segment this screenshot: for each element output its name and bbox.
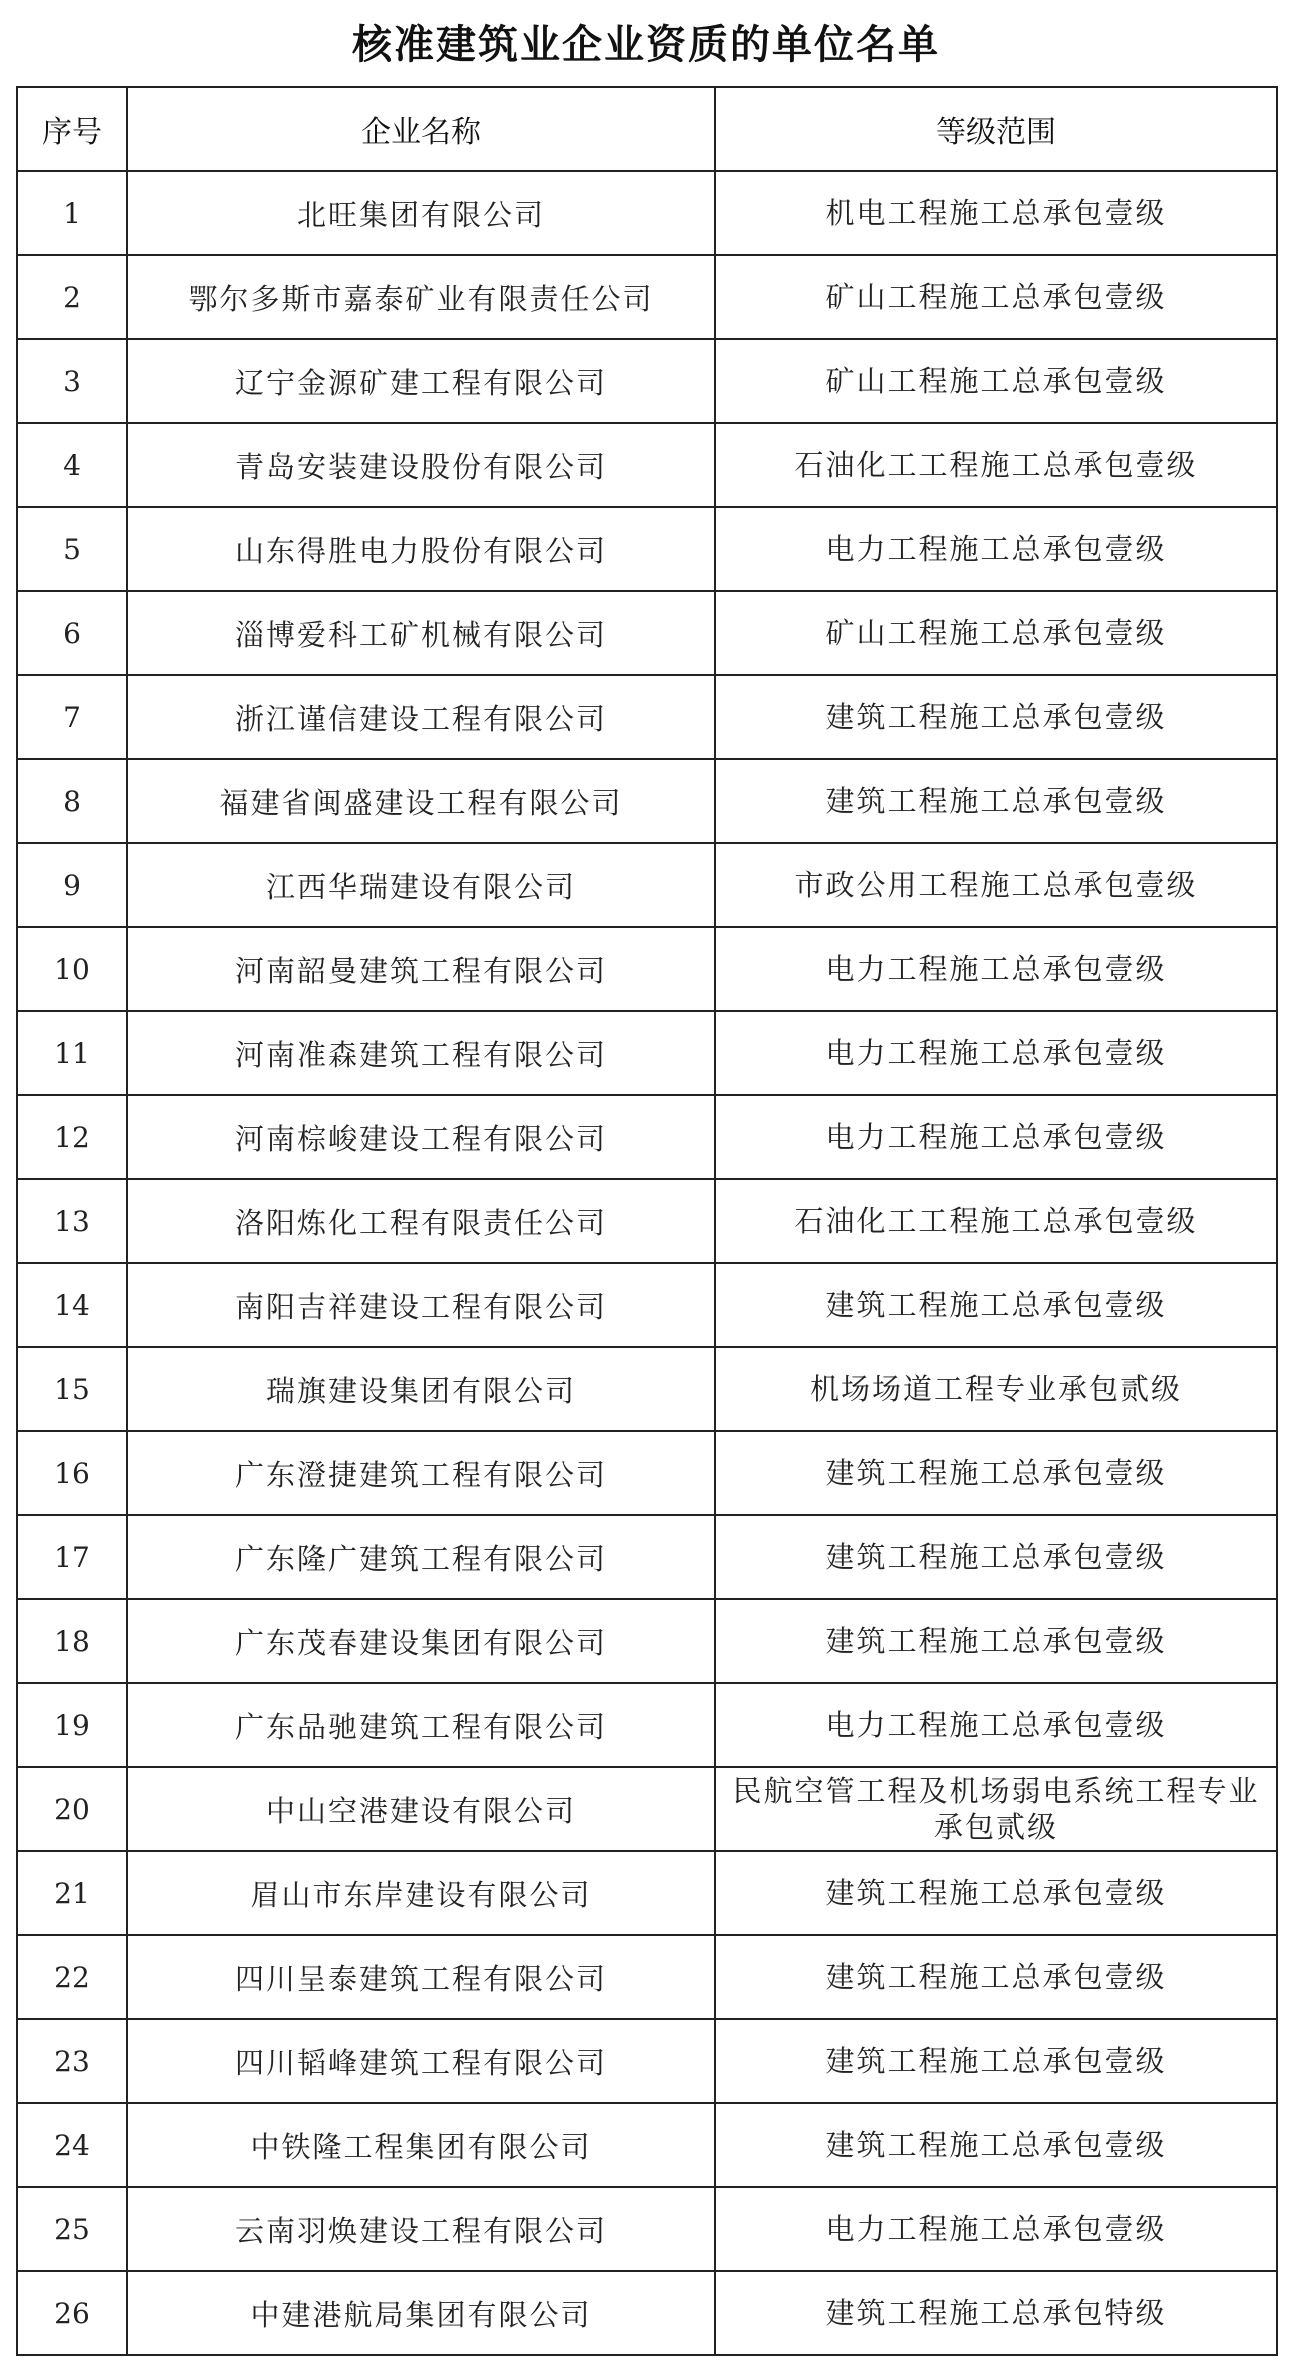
table-row [17, 255, 1277, 339]
table-row [17, 843, 1277, 927]
table-row [17, 1683, 1277, 1767]
qualification-scope: 矿山工程施工总承包壹级 [715, 339, 1277, 423]
table-row [17, 2019, 1277, 2103]
row-number: 9 [17, 843, 127, 927]
qualification-scope: 电力工程施工总承包壹级 [715, 2187, 1277, 2271]
row-number: 8 [17, 759, 127, 843]
row-number: 11 [17, 1011, 127, 1095]
qualification-scope: 建筑工程施工总承包壹级 [715, 1599, 1277, 1683]
row-number: 13 [17, 1179, 127, 1263]
row-number: 1 [17, 171, 127, 255]
company-name: 江西华瑞建设有限公司 [127, 843, 715, 927]
qualification-scope: 建筑工程施工总承包壹级 [715, 1431, 1277, 1515]
row-number: 25 [17, 2187, 127, 2271]
table-body [17, 171, 1277, 2355]
header-number: 序号 [17, 87, 127, 171]
table-row [17, 927, 1277, 1011]
qualification-scope: 建筑工程施工总承包壹级 [715, 1851, 1277, 1935]
company-name: 四川韬峰建筑工程有限公司 [127, 2019, 715, 2103]
row-number: 12 [17, 1095, 127, 1179]
row-number: 15 [17, 1347, 127, 1431]
qualification-scope: 建筑工程施工总承包壹级 [715, 1515, 1277, 1599]
qualification-scope: 机电工程施工总承包壹级 [715, 171, 1277, 255]
table-row [17, 675, 1277, 759]
table-row [17, 2271, 1277, 2355]
row-number: 18 [17, 1599, 127, 1683]
company-name: 中建港航局集团有限公司 [127, 2271, 715, 2355]
table-row [17, 423, 1277, 507]
table-row [17, 1431, 1277, 1515]
table-row [17, 339, 1277, 423]
qualification-scope: 建筑工程施工总承包壹级 [715, 2019, 1277, 2103]
table-row [17, 1347, 1277, 1431]
row-number: 4 [17, 423, 127, 507]
row-number: 14 [17, 1263, 127, 1347]
company-name: 河南棕峻建设工程有限公司 [127, 1095, 715, 1179]
company-name: 北旺集团有限公司 [127, 171, 715, 255]
company-name: 云南羽焕建设工程有限公司 [127, 2187, 715, 2271]
row-number: 7 [17, 675, 127, 759]
qualification-scope: 石油化工工程施工总承包壹级 [715, 423, 1277, 507]
row-number: 10 [17, 927, 127, 1011]
company-name: 洛阳炼化工程有限责任公司 [127, 1179, 715, 1263]
row-number: 20 [17, 1767, 127, 1851]
qualification-scope: 建筑工程施工总承包壹级 [715, 2103, 1277, 2187]
qualification-scope: 电力工程施工总承包壹级 [715, 1095, 1277, 1179]
company-name: 山东得胜电力股份有限公司 [127, 507, 715, 591]
table-row [17, 1599, 1277, 1683]
company-name: 辽宁金源矿建工程有限公司 [127, 339, 715, 423]
row-number: 22 [17, 1935, 127, 2019]
qualification-scope: 石油化工工程施工总承包壹级 [715, 1179, 1277, 1263]
row-number: 5 [17, 507, 127, 591]
row-number: 21 [17, 1851, 127, 1935]
qualification-scope: 民航空管工程及机场弱电系统工程专业承包贰级 [715, 1767, 1277, 1851]
company-name: 广东品驰建筑工程有限公司 [127, 1683, 715, 1767]
table-row [17, 507, 1277, 591]
row-number: 3 [17, 339, 127, 423]
company-name: 淄博爱科工矿机械有限公司 [127, 591, 715, 675]
company-name: 南阳吉祥建设工程有限公司 [127, 1263, 715, 1347]
table-row [17, 1011, 1277, 1095]
header-company: 企业名称 [127, 87, 715, 171]
qualification-scope: 电力工程施工总承包壹级 [715, 1011, 1277, 1095]
qualification-scope: 电力工程施工总承包壹级 [715, 927, 1277, 1011]
qualification-scope: 矿山工程施工总承包壹级 [715, 591, 1277, 675]
company-name: 河南准森建筑工程有限公司 [127, 1011, 715, 1095]
row-number: 6 [17, 591, 127, 675]
company-name: 广东茂春建设集团有限公司 [127, 1599, 715, 1683]
table-row [17, 171, 1277, 255]
qualification-table [16, 86, 1278, 2356]
qualification-scope: 电力工程施工总承包壹级 [715, 1683, 1277, 1767]
table-row [17, 1515, 1277, 1599]
qualification-scope: 建筑工程施工总承包壹级 [715, 1263, 1277, 1347]
row-number: 26 [17, 2271, 127, 2355]
company-name: 四川呈泰建筑工程有限公司 [127, 1935, 715, 2019]
document-title: 核准建筑业企业资质的单位名单 [352, 22, 940, 68]
qualification-scope: 建筑工程施工总承包壹级 [715, 759, 1277, 843]
table-row [17, 1851, 1277, 1935]
qualification-scope: 建筑工程施工总承包壹级 [715, 1935, 1277, 2019]
table-row [17, 591, 1277, 675]
row-number: 19 [17, 1683, 127, 1767]
qualification-scope: 电力工程施工总承包壹级 [715, 507, 1277, 591]
row-number: 24 [17, 2103, 127, 2187]
table-row [17, 2187, 1277, 2271]
company-name: 中铁隆工程集团有限公司 [127, 2103, 715, 2187]
company-name: 鄂尔多斯市嘉泰矿业有限责任公司 [127, 255, 715, 339]
table-row [17, 1767, 1277, 1851]
table-row [17, 759, 1277, 843]
row-number: 2 [17, 255, 127, 339]
row-number: 16 [17, 1431, 127, 1515]
table-row [17, 2103, 1277, 2187]
table-row [17, 1263, 1277, 1347]
company-name: 浙江谨信建设工程有限公司 [127, 675, 715, 759]
company-name: 广东澄捷建筑工程有限公司 [127, 1431, 715, 1515]
table-row [17, 1179, 1277, 1263]
qualification-scope: 市政公用工程施工总承包壹级 [715, 843, 1277, 927]
qualification-scope: 机场场道工程专业承包贰级 [715, 1347, 1277, 1431]
company-name: 福建省闽盛建设工程有限公司 [127, 759, 715, 843]
company-name: 眉山市东岸建设有限公司 [127, 1851, 715, 1935]
table-header-row [17, 87, 1277, 171]
company-name: 青岛安装建设股份有限公司 [127, 423, 715, 507]
company-name: 河南韶曼建筑工程有限公司 [127, 927, 715, 1011]
company-name: 广东隆广建筑工程有限公司 [127, 1515, 715, 1599]
qualification-scope: 矿山工程施工总承包壹级 [715, 255, 1277, 339]
qualification-scope: 建筑工程施工总承包特级 [715, 2271, 1277, 2355]
row-number: 17 [17, 1515, 127, 1599]
table-row [17, 1935, 1277, 2019]
table-row [17, 1095, 1277, 1179]
header-scope: 等级范围 [715, 87, 1277, 171]
row-number: 23 [17, 2019, 127, 2103]
company-name: 中山空港建设有限公司 [127, 1767, 715, 1851]
company-name: 瑞旗建设集团有限公司 [127, 1347, 715, 1431]
qualification-scope: 建筑工程施工总承包壹级 [715, 675, 1277, 759]
